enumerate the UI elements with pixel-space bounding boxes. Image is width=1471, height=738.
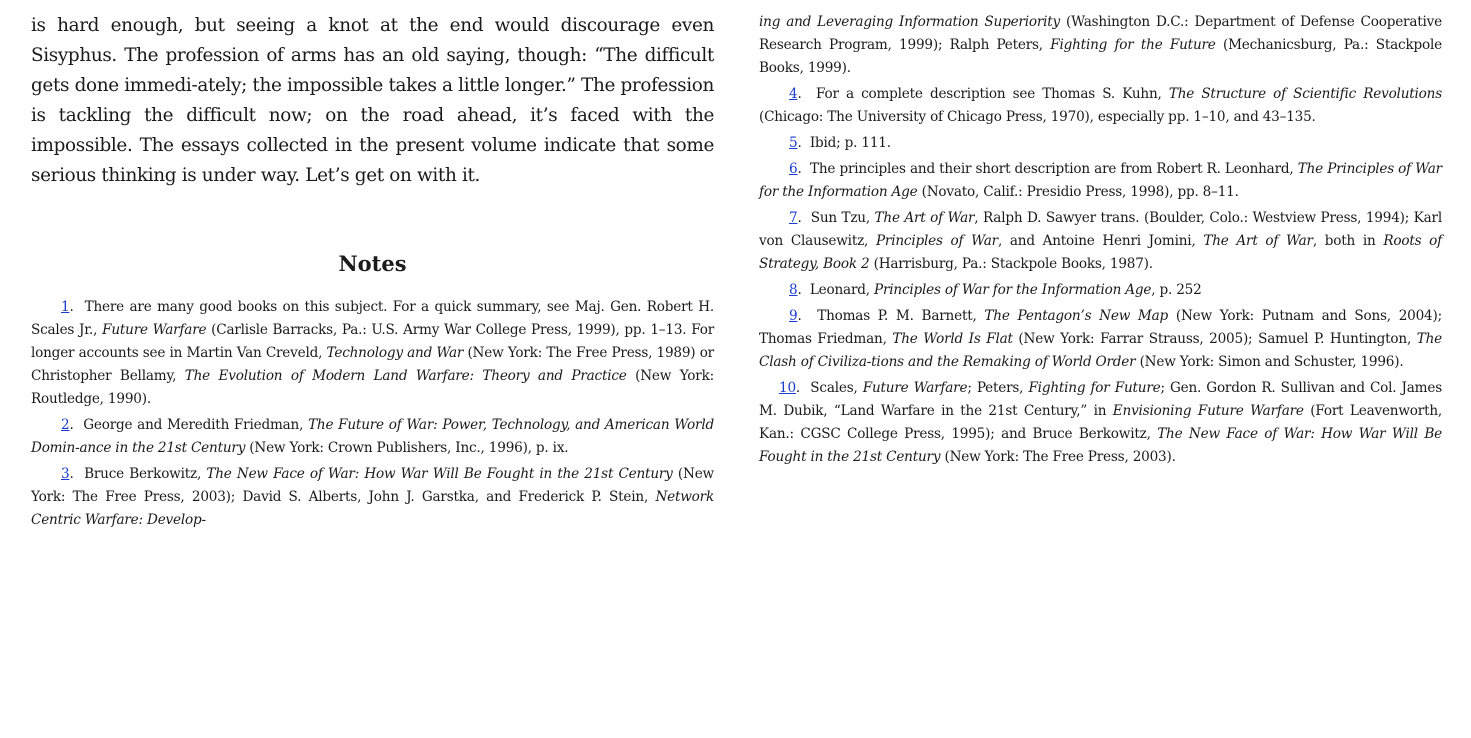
note-text: (Chicago: The University of Chicago Press, 1970), especially pp. 1–10, and 43–135. <box>759 109 1316 125</box>
note-text: (New York: Simon and Schuster, 1996). <box>1135 354 1404 370</box>
note-text: , and Antoine Henri Jomini, <box>997 233 1204 249</box>
note-text: (New York: Farrar Strauss, 2005); Samuel P. Huntington, <box>1012 331 1417 347</box>
note-number-link[interactable]: 1 <box>61 299 70 315</box>
note-text: , Ralph D. Sawyer trans. (Boulder, Colo.: Westview Press, 1994); Karl von Clausewitz, <box>759 210 1442 249</box>
notes-heading: Notes <box>338 251 407 276</box>
note-title-text: The Future of War: Power, Technology, and American World Domin-ance in the 21st Century <box>31 417 714 456</box>
note-text: Sun Tzu, <box>810 210 875 226</box>
note-text: Leonard, <box>809 282 874 298</box>
note-number-separator: . <box>69 299 85 315</box>
note-1 <box>31 296 714 411</box>
note-number-separator: . <box>797 210 811 226</box>
note-title-text: Envisioning Future Warfare <box>1112 403 1304 419</box>
note-text: (New York: The Free Press, 1989) or Christopher Bellamy, <box>31 345 714 384</box>
note-text: , p. 252 <box>1151 282 1202 298</box>
note-title-text: Future Warfare <box>102 322 207 338</box>
note-title-text: The Art of War <box>874 210 975 226</box>
note-text: There are many good books on this subject. For a quick summary, see Maj. Gen. Robert H. Scales Jr., <box>31 299 714 338</box>
note-text: (New York: Putnam and Sons, 2004); Thomas Friedman, <box>759 308 1442 347</box>
note-title-text: The Art of War <box>1203 233 1313 249</box>
note-number-separator: . <box>69 417 84 433</box>
note-title-text: Future Warfare <box>862 380 968 396</box>
note-text: (Novato, Calif.: Presidio Press, 1998), pp. 8–11. <box>917 184 1239 200</box>
note-number-separator: . <box>797 308 818 324</box>
note-text: (New York: The Free Press, 2003). <box>940 449 1176 465</box>
note-10 <box>759 377 1442 469</box>
note-text: Bruce Berkowitz, <box>84 466 207 482</box>
note-text: ; Gen. Gordon R. Sullivan and Col. James M. Dubik, “Land Warfare in the 21st Century,” in <box>759 380 1442 419</box>
note-7 <box>759 207 1442 276</box>
note-number-separator: . <box>797 86 816 102</box>
note-text: The principles and their short description are from Robert R. Leonhard, <box>809 161 1298 177</box>
note-title-text: The Structure of Scientific Revolutions <box>1168 86 1442 102</box>
note-title-text: Fighting for the Future <box>1050 37 1216 53</box>
note-title-text: Fighting for Future <box>1028 380 1161 396</box>
note-text: (New York: The Free Press, 2003); David S. Alberts, John J. Garstka, and Frederick P. Stein, <box>31 466 714 505</box>
note-text: (Carlisle Barracks, Pa.: U.S. Army War College Press, 1999), pp. 1–13. For longer accounts see in Martin Van Creveld, <box>31 322 714 361</box>
note-title-text: ing and Leveraging Information Superiority <box>759 14 1061 30</box>
note-text: For a complete description see Thomas S. Kuhn, <box>815 86 1169 102</box>
note-5 <box>759 132 1442 155</box>
note-text: ; Peters, <box>967 380 1029 396</box>
note-text: (Mechanicsburg, Pa.: Stackpole Books, 1999). <box>759 37 1442 76</box>
note-number-link[interactable]: 10 <box>779 380 796 396</box>
note-title-text: Roots of Strategy, Book 2 <box>759 233 1442 272</box>
note-text: (Washington D.C.: Department of Defense Cooperative Research Program, 1999); Ralph Peters, <box>759 14 1442 53</box>
note-title-text: The New Face of War: How War Will Be Fought in the 21st Century <box>206 466 673 482</box>
note-number-link[interactable]: 9 <box>789 308 798 324</box>
note-title-text: Technology and War <box>326 345 464 361</box>
note-text: (Fort Leavenworth, Kan.: CGSC College Press, 1995); and Bruce Berkowitz, <box>759 403 1443 442</box>
note-text: (New York: Crown Publishers, Inc., 1996), p. ix. <box>245 440 569 456</box>
note-title-text: The New Face of War: How War Will Be Fought in the 21st Century <box>759 426 1442 465</box>
note-6 <box>759 158 1442 204</box>
note-text: Thomas P. M. Barnett, <box>817 308 985 324</box>
note-title-text: The World Is Flat <box>892 331 1013 347</box>
note-text: Scales, <box>810 380 863 396</box>
note-text: George and Meredith Friedman, <box>83 417 309 433</box>
note-title-text: Principles of War <box>875 233 998 249</box>
note-title-text: Principles of War for the Information Age <box>874 282 1152 298</box>
note-number-link[interactable]: 6 <box>789 161 798 177</box>
note-3-continuation <box>759 11 1442 80</box>
note-number-separator: . <box>797 282 810 298</box>
note-title-text: The Clash of Civiliza-tions and the Remaking of World Order <box>759 331 1442 370</box>
note-4 <box>759 83 1442 129</box>
left-column <box>31 0 714 528</box>
note-number-link[interactable]: 3 <box>61 466 70 482</box>
notes-list-left <box>31 296 714 535</box>
note-number-separator: . <box>69 466 85 482</box>
note-number-link[interactable]: 8 <box>789 282 798 298</box>
note-title-text: Network Centric Warfare: Develop- <box>31 489 714 528</box>
note-2 <box>31 414 714 460</box>
note-3 <box>31 463 714 532</box>
note-number-separator: . <box>797 161 810 177</box>
note-text: , both in <box>1312 233 1384 249</box>
note-number-link[interactable]: 5 <box>789 135 798 151</box>
note-number-separator: . <box>797 135 810 151</box>
note-number-separator: . <box>795 380 811 396</box>
note-number-link[interactable]: 7 <box>789 210 798 226</box>
note-title-text: The Evolution of Modern Land Warfare: Theory and Practice <box>184 368 627 384</box>
note-text: (New York: Routledge, 1990). <box>31 368 714 407</box>
note-title-text: The Principles of War for the Information Age <box>759 161 1442 200</box>
note-text: (Harrisburg, Pa.: Stackpole Books, 1987). <box>869 256 1153 272</box>
note-9 <box>759 305 1442 374</box>
body-paragraph: is hard enough, but seeing a knot at the end would discourage even Sisyphus. The profession of arms has an old saying, though: “The difficult gets done immedi-ately; the impossible takes a little longer.” The profession is tackling the difficult now; on the road ahead, it’s faced with the impossible. The essays collected in the present volume indicate that some serious thinking is under way. Let’s get on with it. <box>31 15 714 186</box>
note-title-text: The Pentagon’s New Map <box>984 308 1169 324</box>
note-8 <box>759 279 1442 302</box>
note-text: Ibid; p. 111. <box>809 135 891 151</box>
note-number-link[interactable]: 2 <box>61 417 70 433</box>
note-number-link[interactable]: 4 <box>789 86 798 102</box>
notes-list-right <box>759 11 1442 472</box>
